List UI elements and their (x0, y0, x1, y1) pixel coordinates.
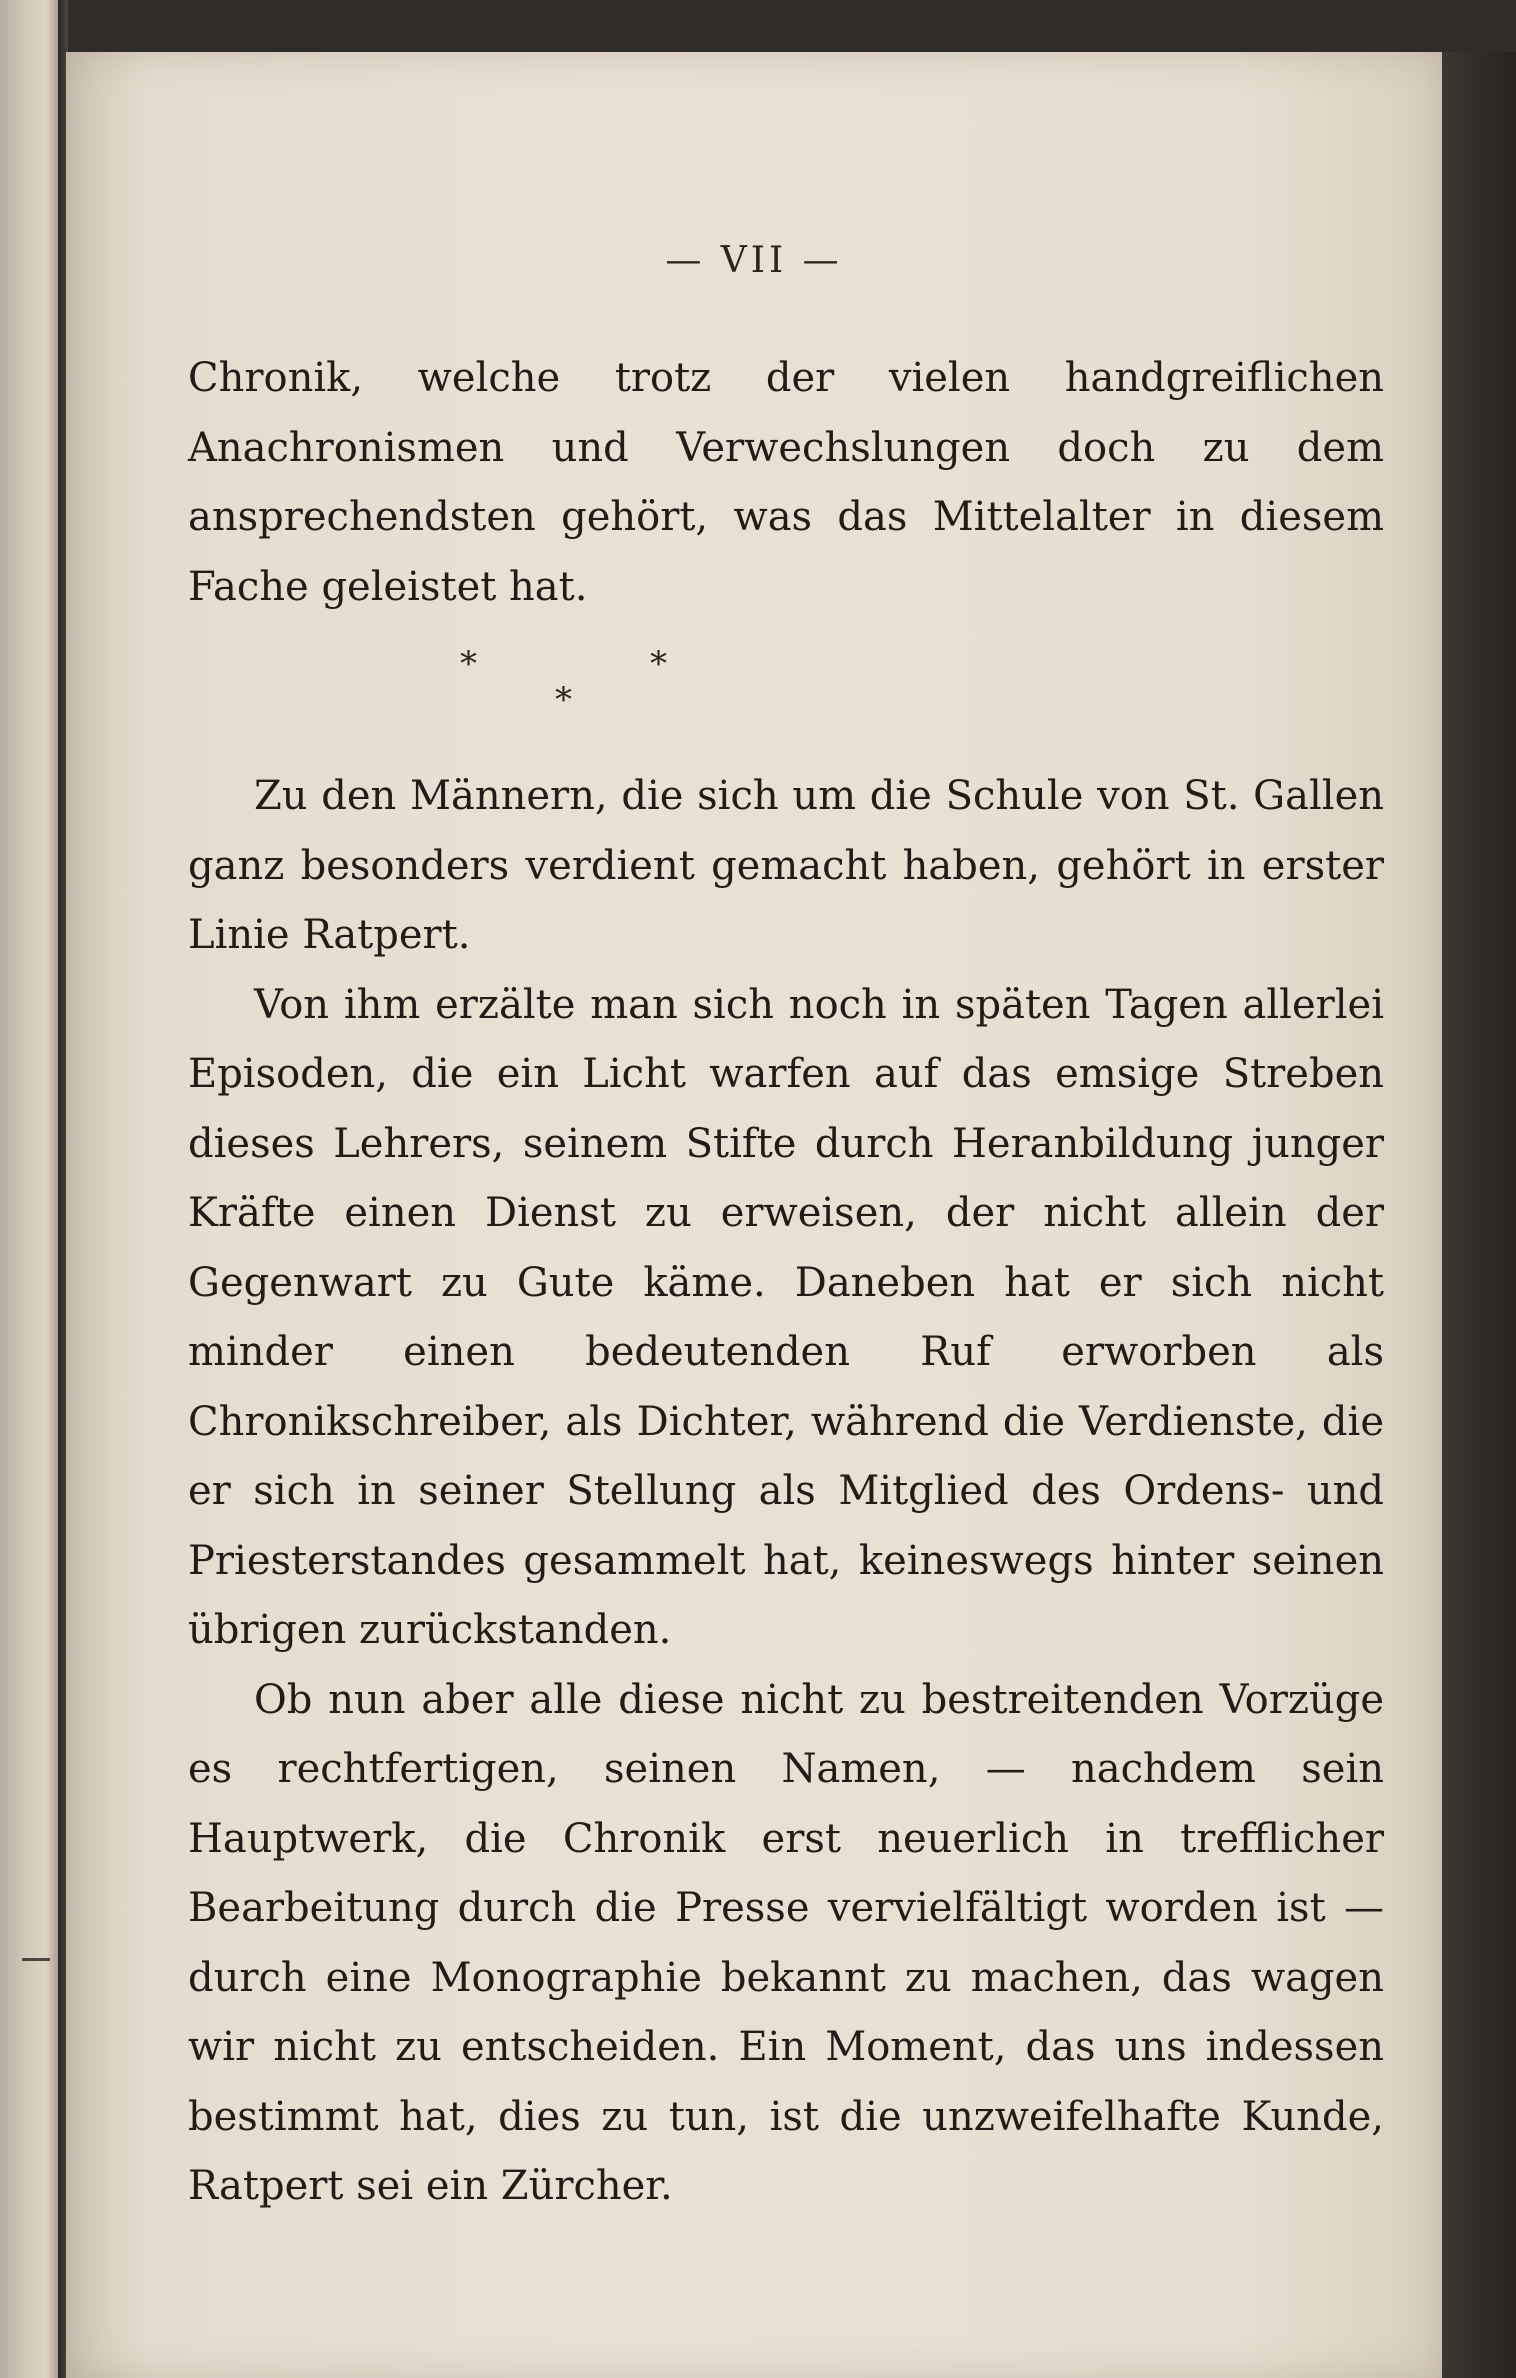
divider-star-right: * (650, 644, 667, 684)
section-divider (188, 622, 1384, 762)
divider-star-left: * (460, 644, 477, 684)
paragraph-ratpert-intro: Zu den Männern, die sich um die Schule von St. Gallen ganz besonders verdient gemacht haben, gehört in erster Linie Ratpert. (188, 773, 1384, 958)
paragraph-continuation: Chronik, welche trotz der vielen handgreiflichen Anachronismen und Verwechslungen doch zu dem ansprechendsten gehört, was das Mittelalter in diesem Fache geleistet hat. (188, 355, 1384, 610)
scan-background-edge (1442, 52, 1516, 2378)
divider-star-center: * (555, 680, 572, 720)
paragraph-monograph: Ob nun aber alle diese nicht zu bestreitenden Vorzüge es rechtfertigen, seinen Namen, — nachdem sein Hauptwerk, die Chronik erst neuerlich in trefflicher Bearbeitung durch die Presse vervielfältigt worden ist — durch eine Monographie bekannt zu machen, das wagen wir nicht zu entscheiden. Ein Moment, das uns indessen bestimmt hat, dies zu tun, ist die unzweifelhafte Kunde, Ratpert sei ein Zürcher. (188, 1676, 1384, 2209)
book-page (66, 52, 1442, 2378)
facing-page-edge (0, 0, 58, 2378)
margin-mark (22, 1958, 50, 1961)
paragraph-ratpert-episodes: Von ihm erzälte man sich noch in späten Tagen allerlei Episoden, die ein Licht warfen auf das emsige Streben dieses Lehrers, seinem Stifte durch Heranbildung junger Kräfte einen Dienst zu erweisen, der nicht allein der Gegenwart zu Gute käme. Daneben hat er sich nicht minder einen bedeutenden Ruf erworben als Chronikschreiber, als Dichter, während die Verdienste, die er sich in seiner Stellung als Mitglied des Ordens- und Priesterstandes gesammelt hat, keineswegs hinter seinen übrigen zurückstanden. (188, 981, 1384, 1653)
page-text (188, 344, 1384, 2222)
page-number: — VII — (665, 240, 843, 281)
